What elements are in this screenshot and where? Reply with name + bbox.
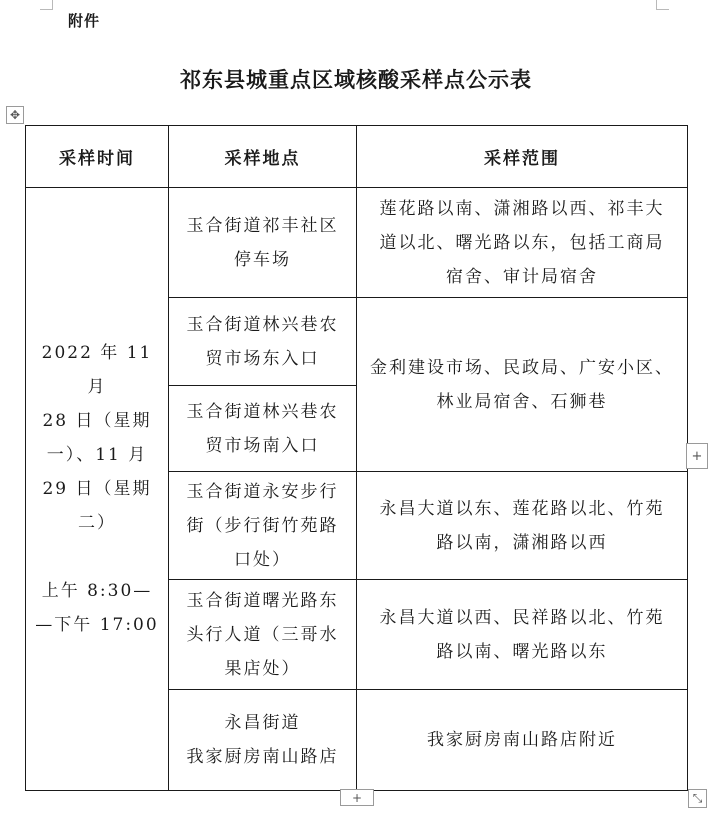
table-move-icon[interactable]: ✥ (6, 106, 24, 124)
time-line: 一）、11 月 (46, 445, 148, 465)
range-cell: 金利建设市场、民政局、广安小区、 林业局宿舍、石狮巷 (357, 298, 688, 472)
range-cell: 永昌大道以西、民祥路以北、竹苑 路以南、曙光路以东 (357, 580, 688, 690)
table-resize-icon[interactable]: ⤡ (688, 789, 707, 808)
document-title: 祁东县城重点区域核酸采样点公示表 (180, 67, 532, 92)
add-row-icon[interactable]: + (340, 789, 374, 806)
table-header-row (26, 126, 688, 188)
add-column-icon[interactable]: + (686, 443, 708, 469)
hours-line: —下午 17:00 (35, 615, 159, 635)
location-cell: 玉合街道林兴巷农 贸市场东入口 (169, 298, 357, 386)
time-line: 2022 年 11 月 (41, 343, 153, 397)
location-cell: 玉合街道曙光路东 头行人道（三哥水 果店处） (169, 580, 357, 690)
time-line: 29 日（星期 (42, 479, 152, 499)
hours-line: 上午 8:30— (41, 581, 153, 601)
header-location: 采样地点 (169, 126, 357, 188)
time-line: 28 日（星期 (42, 411, 152, 431)
sampling-sites-table (25, 125, 688, 791)
header-range: 采样范围 (357, 126, 688, 188)
range-cell: 莲花路以南、潇湘路以西、祁丰大 道以北、曙光路以东，包括工商局 宿舍、审计局宿舍 (357, 188, 688, 298)
page-corner-mark-left (40, 0, 53, 10)
location-cell: 玉合街道永安步行 街（步行街竹苑路 口处） (169, 472, 357, 580)
page-corner-mark-right (656, 0, 669, 10)
header-time: 采样时间 (26, 126, 169, 188)
time-line: 二） (78, 513, 116, 533)
table-row (26, 188, 688, 298)
range-cell: 我家厨房南山路店附近 (357, 690, 688, 791)
location-cell: 玉合街道林兴巷农 贸市场南入口 (169, 386, 357, 472)
attachment-label: 附件 (68, 12, 101, 30)
location-cell: 玉合街道祁丰社区 停车场 (169, 188, 357, 298)
sampling-time-cell (26, 188, 169, 791)
location-cell: 永昌街道 我家厨房南山路店 (169, 690, 357, 791)
range-cell: 永昌大道以东、莲花路以北、竹苑 路以南，潇湘路以西 (357, 472, 688, 580)
